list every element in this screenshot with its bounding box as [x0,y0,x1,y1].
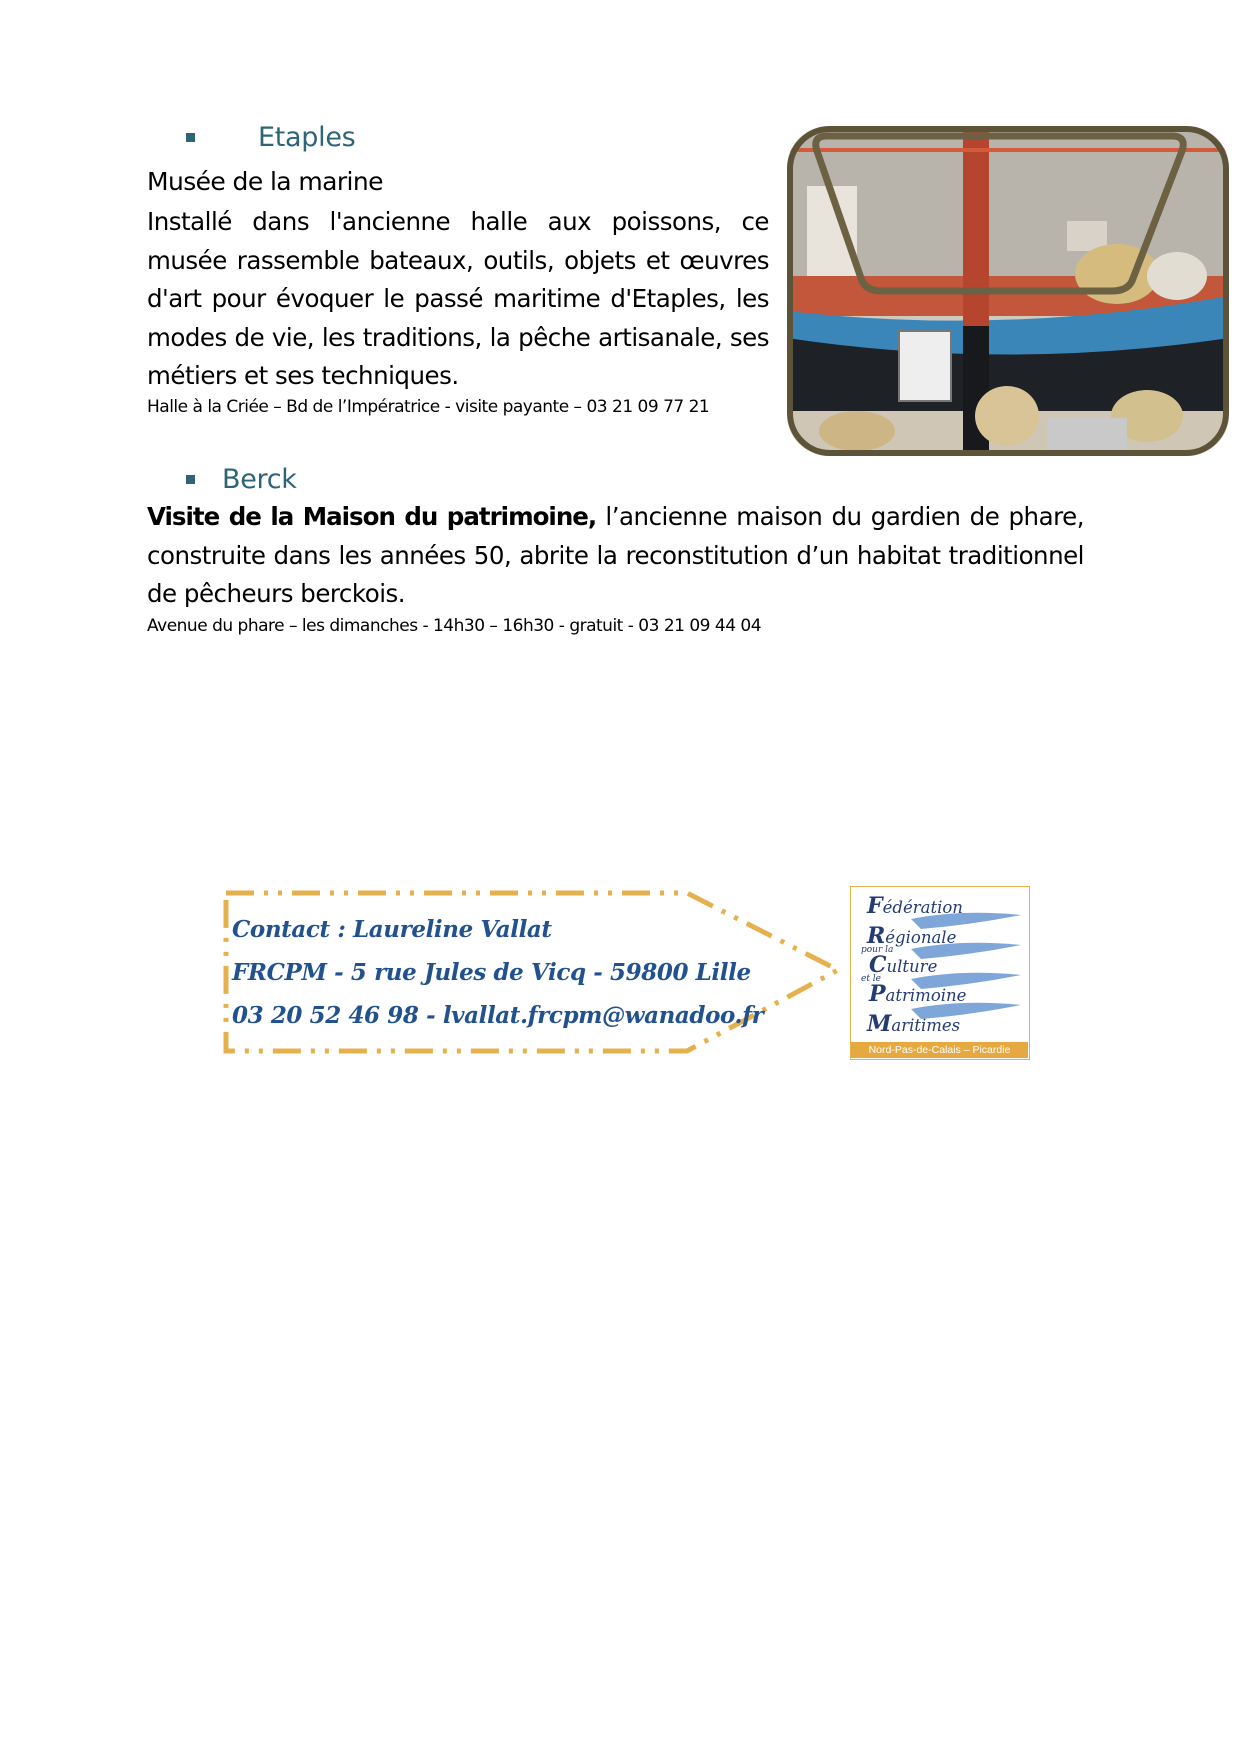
museum-details: Halle à la Criée – Bd de l’Impératrice - visite payante – 03 21 09 77 21 [147,397,710,417]
contact-address: FRCPM - 5 rue Jules de Vicq - 59800 Lille [232,959,751,986]
contact-phone-email: 03 20 52 46 98 - lvallat.frcpm@wanadoo.fr [232,1002,764,1029]
logo-word-culture: Culture [869,952,938,978]
frcpm-logo [850,886,1030,1060]
maison-patrimoine-description [147,498,1084,614]
contact-name: Contact : Laureline Vallat [232,916,552,943]
maison-patrimoine-title: Visite de la Maison du patrimoine, [147,502,597,531]
logo-word-federation: Fédération [867,893,963,919]
contact-banner [222,886,844,1058]
boat-photo-illustration [787,126,1229,456]
city-heading-etaples: Etaples [258,122,356,153]
logo-word-regionale: Régionale [867,923,957,949]
logo-word-patrimoine: Patrimoine [869,981,967,1007]
city-heading-berck: Berck [222,464,297,495]
maison-patrimoine-details: Avenue du phare – les dimanches - 14h30 – 16h30 - gratuit - 03 21 09 44 04 [147,616,762,636]
museum-description: Installé dans l'ancienne halle aux poissons, ce musée rassemble bateaux, outils, objets et œuvres d'art pour évoquer le passé maritime d'Etaples, les modes de vie, les traditions, la pêche artisanale, ses métiers et ses techniques. [147,207,769,390]
maison-patrimoine-text: l’ancienne maison du gardien de phare, construite dans les années 50, abrite la reconstitution d’un habitat traditionnel de pêcheurs berckois. [147,502,1084,608]
logo-pour-la: pour la [861,945,894,955]
logo-word-maritimes: Maritimes [867,1011,961,1037]
bullet-icon [186,133,195,142]
logo-et-le: et le [861,974,882,984]
museum-title: Musée de la marine [147,167,383,196]
bullet-icon [186,475,195,484]
logo-region-bar: Nord-Pas-de-Calais – Picardie [851,1042,1028,1058]
boat-museum-photo [787,126,1229,456]
